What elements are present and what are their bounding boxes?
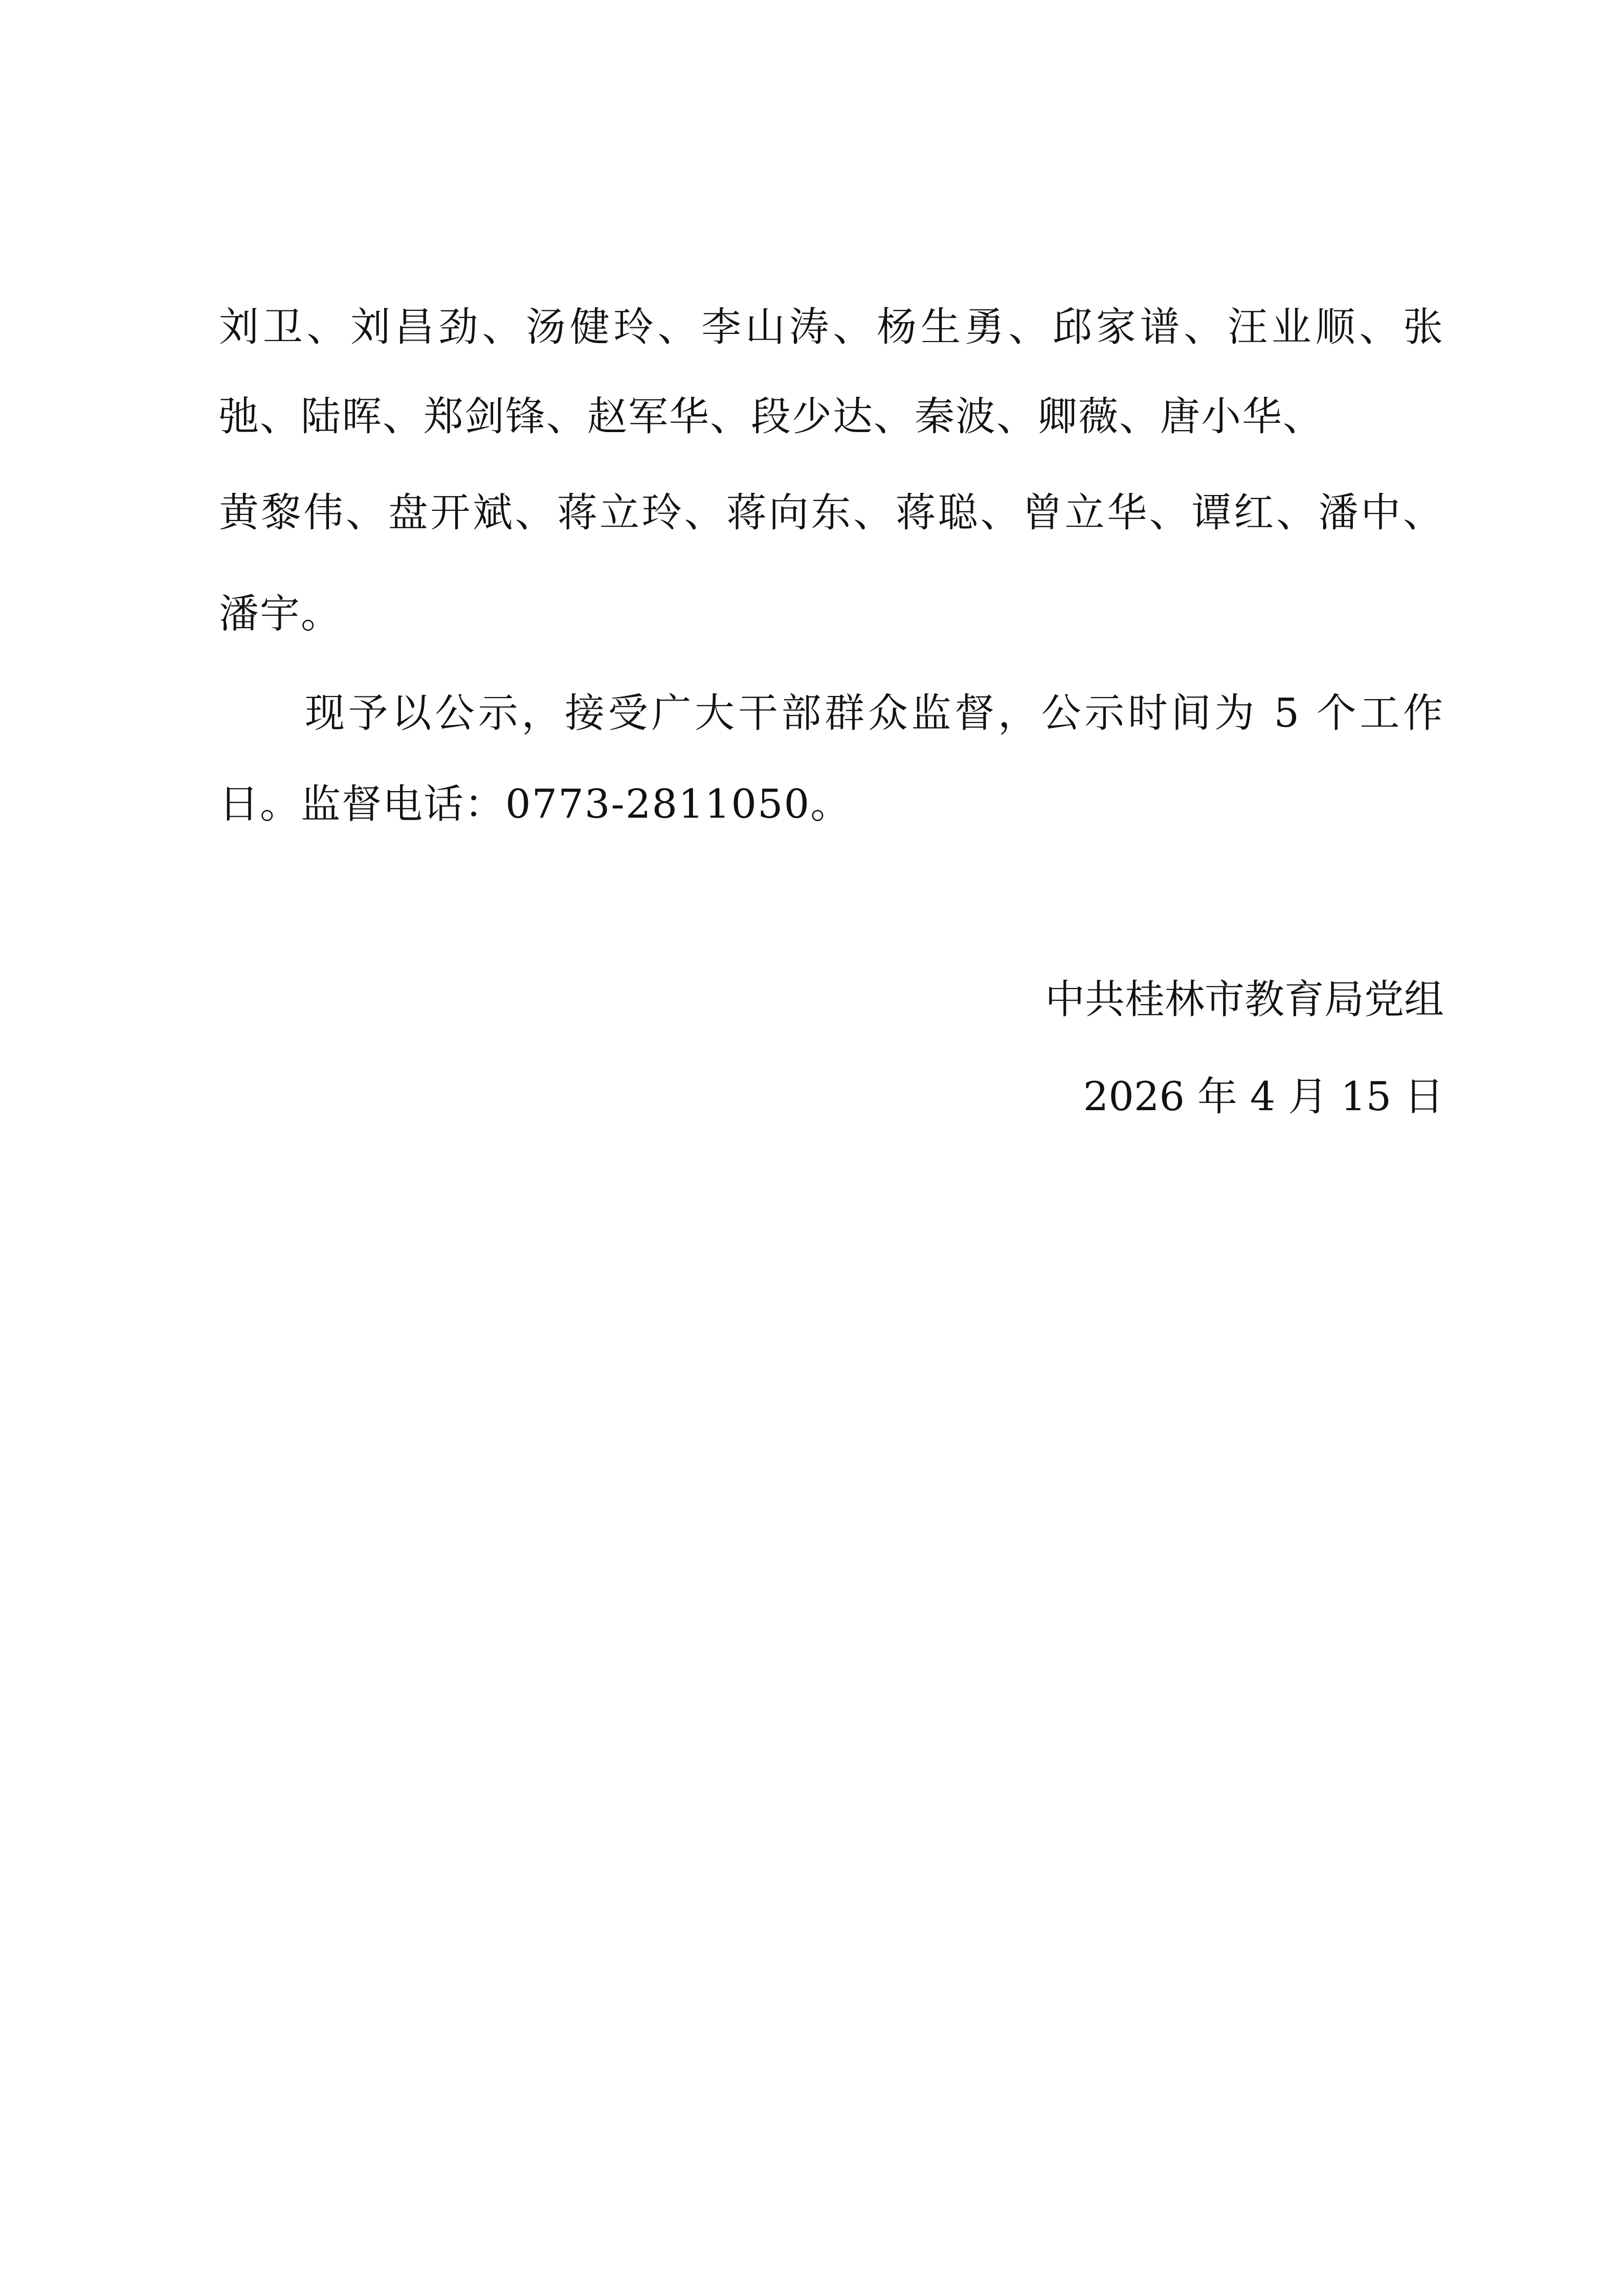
- names-line-1: 刘卫、刘昌劲、汤健玲、李山涛、杨生勇、邱家谱、汪业顺、张: [219, 304, 1444, 350]
- names-line-4: 潘宇。: [219, 591, 342, 637]
- notice-line-1: 现予以公示，接受广大干部群众监督，公示时间为 5 个工作: [305, 690, 1444, 736]
- names-line-2: 弛、陆晖、郑剑锋、赵军华、段少达、秦波、卿薇、唐小华、: [219, 394, 1324, 440]
- names-line-3: 黄黎伟、盘开斌、蒋立玲、蒋向东、蒋聪、曾立华、谭红、潘中、: [219, 490, 1444, 536]
- signature-date: 2026 年 4 月 15 日: [1083, 1074, 1444, 1120]
- signature-organization: 中共桂林市教育局党组: [1044, 977, 1444, 1023]
- notice-line-2: 日。监督电话：0773-2811050。: [219, 781, 852, 827]
